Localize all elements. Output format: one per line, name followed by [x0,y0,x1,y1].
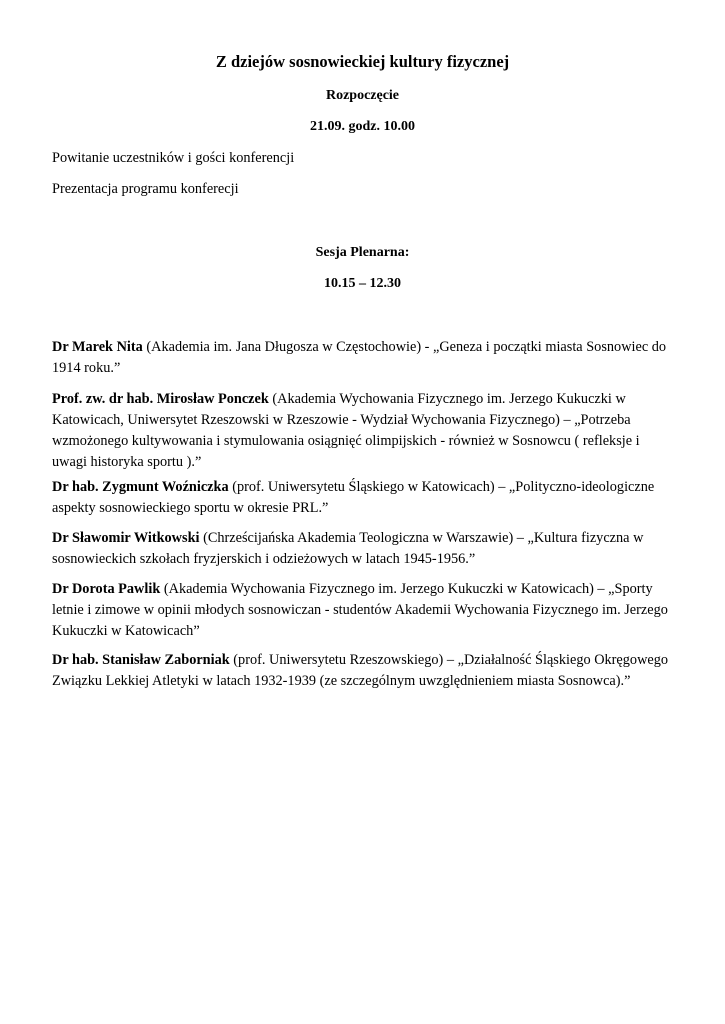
talk-item [52,389,673,473]
talk-item [52,477,673,519]
talk-description: (prof. Uniwersytetu Śląskiego w Katowicach) – „Polityczno-ideologiczne aspekty sosnowieckiego sportu w okresie PRL.” [52,479,655,516]
talk-description: (Chrześcijańska Akademia Teologiczna w Warszawie) – „Kultura fizyczna w sosnowieckich szkołach fryzjerskich i odzieżowych w latach 1945-1956.” [52,530,644,567]
document-title: Z dziejów sosnowieckiej kultury fizycznej [215,52,510,71]
talk-description: (Akademia im. Jana Długosza w Częstochowie) - „Geneza i początki miasta Sosnowiec do 1914 roku.” [52,339,667,376]
opening-item-program: Prezentacja programu konfereсji [52,181,239,197]
talk-speaker: Prof. zw. dr hab. Mirosław Ponczek [52,391,269,407]
talk-item [52,650,673,692]
talk-description: (prof. Uniwersytetu Rzeszowskiego) – „Działalność Śląskiego Okręgowego Związku Lekkiej Atletyki w latach 1932-1939 (ze szczególnym uwzględnieniem miasta Sosnowca).” [52,652,669,689]
talk-speaker: Dr hab. Stanisław Zaborniak [52,652,230,668]
talk-description: (Akademia Wychowania Fizycznego im. Jerzego Kukuczki w Katowicach) – „Sporty letnie i zimowe w opinii młodych sosnowiczan - studentów Akademii Wychowania Fizycznego im. Jerzego Kukuczki w Katowicach” [52,581,668,639]
talk-item [52,579,673,642]
talk-speaker: Dr Sławomir Witkowski [52,530,200,546]
talk-speaker: Dr hab. Zygmunt Woźniczka [52,479,229,495]
opening-time: 21.09. godz. 10.00 [310,119,415,134]
opening-item-welcome: Powitanie uczestników i gości konferencji [52,150,295,166]
talk-item [52,528,673,570]
talk-speaker: Dr Marek Nita [52,339,143,355]
talk-speaker: Dr Dorota Pawlik [52,581,161,597]
talk-item [52,337,673,379]
session-time: 10.15 – 12.30 [324,276,401,291]
opening-heading: Rozpoczęcie [325,88,400,103]
talk-description: (Akademia Wychowania Fizycznego im. Jerzego Kukuczki w Katowicach, Uniwersytet Rzeszowski w Rzeszowie - Wydział Wychowania Fizycznego) – „Potrzeba wzmożonego kultywowania i stymulowania osiągnięć olimpijskich - również w Sosnowcu ( refleksje i uwagi historyka sportu ).” [52,391,640,470]
session-heading: Sesja Plenarna: [315,245,410,260]
